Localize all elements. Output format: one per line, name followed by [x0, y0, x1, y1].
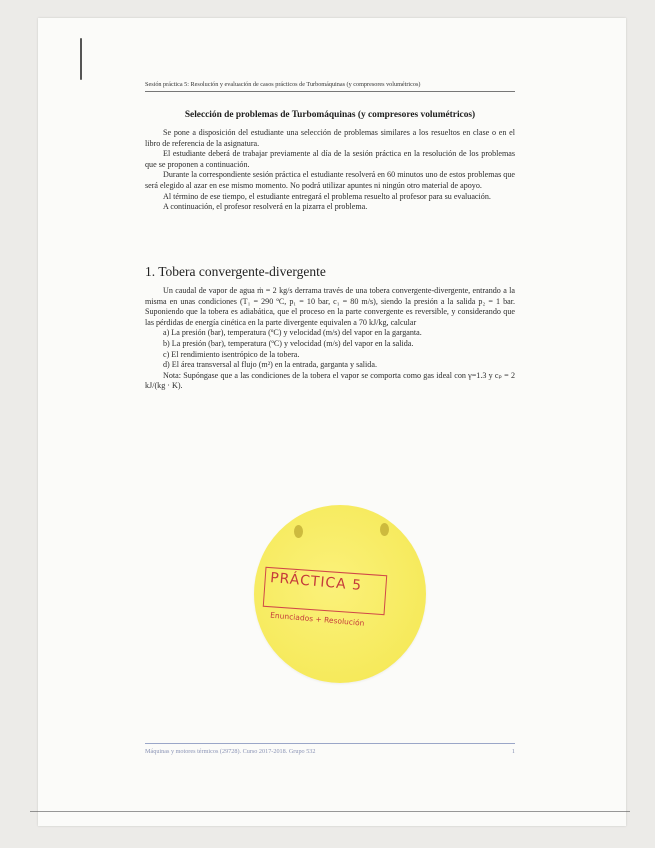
header-rule [145, 91, 515, 92]
problem-statement [145, 286, 515, 392]
sticky-subtitle: Enunciados + Resolución [269, 610, 365, 628]
running-head: Sesión práctica 5: Resolución y evaluación de casos prácticos de Turbomáquinas (y compresores volumétricos) [145, 81, 421, 88]
question-item: b) La presión (bar), temperatura (ºC) y velocidad (m/s) del vapor en la salida. [163, 338, 414, 348]
document-title: Selección de problemas de Turbomáquinas (y compresores volumétricos) [184, 110, 476, 120]
sticky-shadow-mark [380, 523, 389, 536]
question-item: d) El área transversal al flujo (m²) en la entrada, garganta y salida. [163, 360, 377, 370]
intro-paragraph: El estudiante deberá de trabajar previamente al día de la sesión práctica en la resolución de los problemas que se proponen a continuación. [145, 149, 515, 169]
intro-text [145, 128, 515, 213]
problem-text: Un caudal de vapor de agua ṁ = 2 kg/s derrama través de una tobera convergente-divergente, entrando a la misma en unas condiciones (T₁ = 290 ºC, p₁ = 10 bar, c₁ = 80 m/s), siendo la presión a la salida p₂ = 1 bar. Suponiendo que la tobera es adiabática, que el proceso en la parte convergente es reversible, y considerando que las pérdidas de energía cinética en la parte divergente equivalen a 70 kJ/kg, calcular [145, 286, 515, 327]
section-heading: 1. Tobera convergente-divergente [145, 264, 326, 279]
question-item: c) El rendimiento isentrópico de la tobera. [163, 349, 300, 359]
page-number: 1 [511, 748, 515, 755]
sticky-title: PRÁCTICA 5 [269, 570, 363, 594]
sticky-shadow-mark [294, 525, 303, 538]
intro-paragraph: Al término de ese tiempo, el estudiante entregará el problema resuelto al profesor para su evaluación. [163, 191, 491, 201]
question-list [145, 328, 515, 370]
intro-paragraph: Durante la correspondiente sesión práctica el estudiante resolverá en 60 minutos uno de estos problemas que será elegido al azar en ese mismo momento. No podrá utilizar apuntes ni ningún otro material de apoyo. [145, 170, 515, 190]
intro-paragraph: Se pone a disposición del estudiante una selección de problemas similares a los resueltos en clase o en el libro de referencia de la asignatura. [145, 128, 515, 148]
problem-note: Nota: Supóngase que a las condiciones de la tobera el vapor se comporta como gas ideal con γ=1.3 y cₚ = 2 kJ/(kg · K). [145, 370, 515, 391]
pen-mark [80, 38, 82, 80]
footer-rule [145, 743, 515, 744]
footer [145, 748, 515, 755]
scan-edge [30, 811, 630, 812]
question-item: a) La presión (bar), temperatura (ºC) y velocidad (m/s) del vapor en la garganta. [163, 328, 422, 338]
intro-paragraph: A continuación, el profesor resolverá en la pizarra el problema. [163, 202, 368, 212]
footer-text: Máquinas y motores térmicos (29728). Curso 2017-2018. Grupo 532 [145, 748, 316, 755]
